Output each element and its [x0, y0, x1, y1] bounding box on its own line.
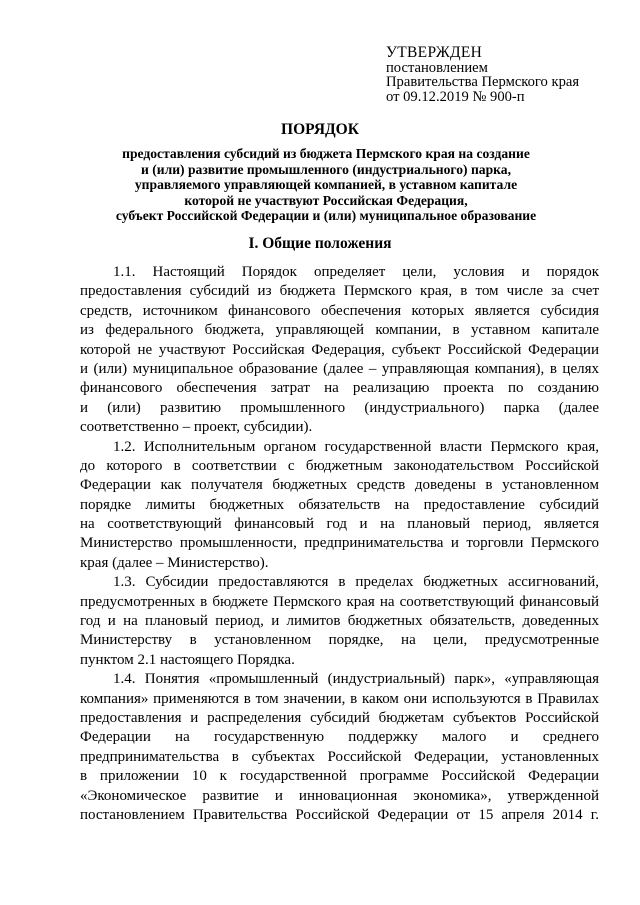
- text-line: и (или) развитию промышленного (индустриального) парка (далее: [80, 399, 599, 416]
- subtitle-line: предоставления субсидий из бюджета Пермского края на создание: [122, 146, 530, 161]
- text-line: края (далее – Министерство).: [80, 554, 269, 571]
- text-line: из федерального бюджета, управляющей компании, в уставном капитале: [80, 322, 599, 339]
- text-line: год и на плановый период, и лимитов бюджетных обязательств, доведенных: [80, 613, 599, 630]
- text-line: 1.1. Настоящий Порядок определяет цели, условия и порядок: [113, 264, 599, 280]
- document-subtitle: [70, 146, 582, 224]
- document-body: [80, 263, 599, 825]
- subtitle-line: которой не участвуют Российская Федерация,: [184, 192, 468, 208]
- text-line: Министерство промышленности, предпринимательства и торговли Пермского: [80, 535, 599, 552]
- text-line: постановлением Правительства Российской Федерации от 15 апреля 2014 г.: [80, 806, 599, 823]
- paragraph-1-1: [80, 263, 599, 438]
- text-line: порядке лимиты бюджетных обязательств на предоставление субсидий: [80, 496, 599, 513]
- approval-line: постановлением: [386, 59, 488, 76]
- section-heading: I. Общие положения: [248, 235, 392, 252]
- document-title: ПОРЯДОК: [281, 121, 359, 138]
- text-line: 1.2. Исполнительным органом государственной власти Пермского края,: [113, 438, 599, 455]
- approval-line: Правительства Пермского края: [386, 74, 580, 90]
- text-line: соответственно – проект, субсидии).: [80, 419, 313, 436]
- approval-title: УТВЕРЖДЕН: [386, 44, 483, 61]
- text-line: 1.3. Субсидии предоставляются в пределах бюджетных ассигнований,: [113, 574, 599, 591]
- text-line: пунктом 2.1 настоящего Порядка.: [80, 651, 295, 668]
- paragraph-1-4: [80, 670, 599, 825]
- text-line: «Экономическое развитие и инновационная экономика», утвержденной: [80, 787, 599, 804]
- text-line: до которого в соответствии с бюджетным законодательством Российской: [80, 457, 599, 474]
- text-line: Министерству в установленном порядке, на цели, предусмотренные: [80, 632, 599, 649]
- subtitle-line: и (или) развитие промышленного (индустриального) парка,: [141, 161, 511, 177]
- approval-stamp: [386, 46, 579, 104]
- text-line: финансового обеспечения затрат на реализацию проекта по созданию: [80, 380, 599, 397]
- text-line: предпринимательства в субъектах Российской Федерации, установленных: [80, 748, 599, 765]
- subtitle-line: управляемого управляющей компанией, в уставном капитале: [134, 177, 518, 193]
- subtitle-line: субъект Российской Федерации и (или) муниципальное образование: [115, 208, 537, 224]
- text-line: 1.4. Понятия «промышленный (индустриальный) парк», «управляющая: [113, 671, 599, 688]
- text-line: предоставления и распределения субсидий бюджетам субъектов Российской: [80, 709, 599, 726]
- text-line: предоставления субсидий из бюджета Пермского края, в том числе за счет: [80, 283, 599, 300]
- paragraph-1-3: [80, 573, 599, 670]
- text-line: которой не участвуют Российская Федерация, субъект Российской Федерации: [80, 341, 599, 358]
- paragraph-1-2: [80, 438, 599, 574]
- text-line: средств, источником финансового обеспечения которых является субсидия: [80, 302, 599, 319]
- text-line: предусмотренных в бюджете Пермского края на соответствующий финансовый: [80, 593, 599, 610]
- text-line: Федерации на государственную поддержку малого и среднего: [80, 729, 599, 746]
- text-line: в приложении 10 к государственной программе Российской Федерации: [80, 768, 599, 785]
- text-line: и (или) муниципальное образование (далее – управляющая компания), в целях: [80, 360, 599, 377]
- text-line: на соответствующий финансовый год и на плановый период, является: [80, 516, 599, 533]
- text-line: Федерации как получателя бюджетных средств доведены в установленном: [80, 477, 599, 494]
- approval-line: от 09.12.2019 № 900-п: [386, 88, 525, 105]
- text-line: компания» применяются в том значении, в каком они используются в Правилах: [80, 690, 599, 707]
